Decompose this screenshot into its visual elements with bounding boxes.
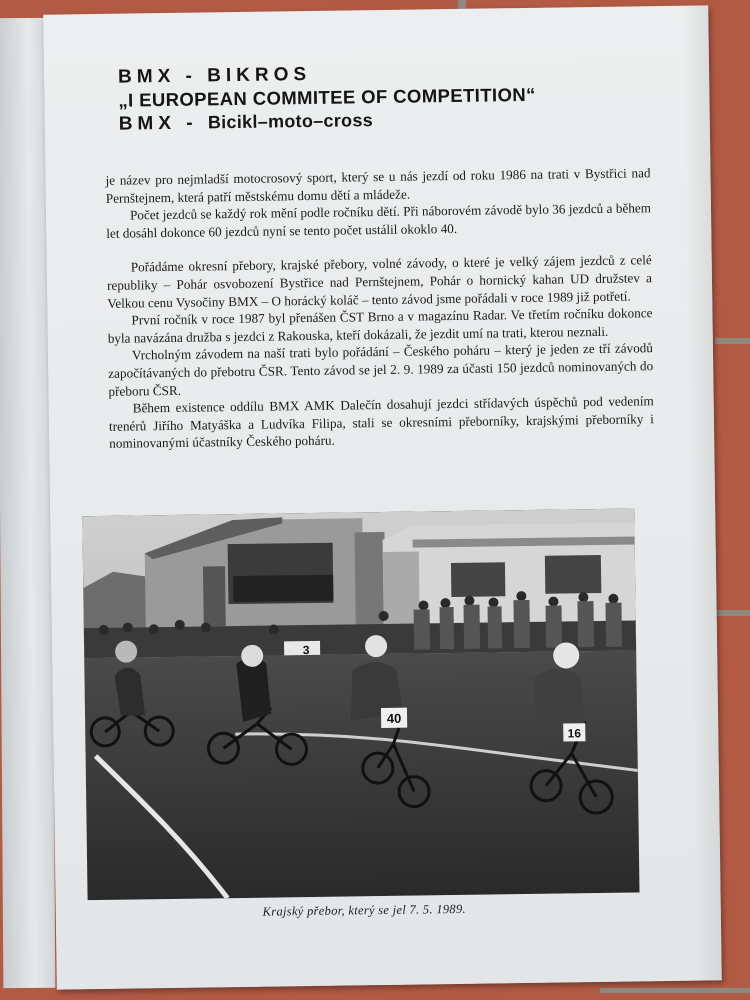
- photo-illustration: [82, 508, 639, 900]
- paragraph: Během existence oddílu BMX AMK Dalečín dosahují jezdci střídavých úspěchů pod vedením trenérů Jiřího Matyáška a Ludvíka Filipa, stali se okresními přeborníky, krajskými přeborníky i nominovanými účastníky Českého poháru.: [108, 393, 655, 452]
- paragraph: Vrcholným závodem na naší trati bylo pořádání – Českého poháru – který je jeden ze tří závodů započítávaných do přebotru ČSR. Tento závod se jel 2. 9. 1989 za účasti 150 jezdců nominovaných do přeboru ČSR.: [108, 340, 654, 399]
- paragraph: Pořádáme okresní přebory, krajské přebory, volné závody, o které je velký zájem jezdců z celé republiky – Pohár osvobození Bystřice nad Pernštejnem, Pohár o hornický kahan UD družstev a Velkou cenu Vysočiny BMX – O horácký koláč – tento závod jsme pořádali v roce 1989 již potřetí.: [106, 252, 653, 311]
- article-header: [118, 59, 599, 137]
- paragraph: První ročník v roce 1987 byl přenášen ČST Brno a v magazínu Radar. Ve třetím ročníku dokonce byla navázána družba s jezdci z Rakouska, kteří dokázali, že jezdit umí na trati, kterou neznali.: [107, 305, 653, 346]
- brick-mortar: [715, 610, 750, 616]
- header-line-3-rest: Bicikl–moto–cross: [207, 110, 374, 133]
- rider-plate-number: 16: [567, 726, 582, 741]
- paragraph: Počet jezdců se každý rok mění podle ročníku dětí. Při náborovém závodě bylo 36 jezdců a během let dosáhl dokonce 60 jezdců nyní se tento počet ustálil okoklo 40.: [106, 200, 652, 241]
- article-body: [105, 164, 654, 452]
- brick-mortar: [600, 988, 750, 993]
- rider-plate-number: 40: [386, 710, 402, 726]
- header-line-2: „I EUROPEAN COMMITEE OF COMPETITION“: [118, 83, 536, 111]
- paragraph: je název pro nejmladší motocrosový sport, který se u nás jezdí od roku 1986 na trati v Bystřici nad Pernštejnem, která patří městskému domu dětí a mládeže.: [105, 165, 651, 206]
- header-line-3: [119, 105, 599, 137]
- header-line-3-prefix: BMX -: [118, 112, 209, 135]
- booklet-page: [43, 5, 722, 989]
- brick-mortar: [715, 338, 750, 344]
- bmx-race-photo: [82, 508, 639, 900]
- header-line-1: BMX - BIKROS: [117, 63, 312, 88]
- board-number: 3: [302, 643, 310, 658]
- photo-caption: Krajský přebor, který se jel 7. 5. 1989.: [262, 901, 466, 919]
